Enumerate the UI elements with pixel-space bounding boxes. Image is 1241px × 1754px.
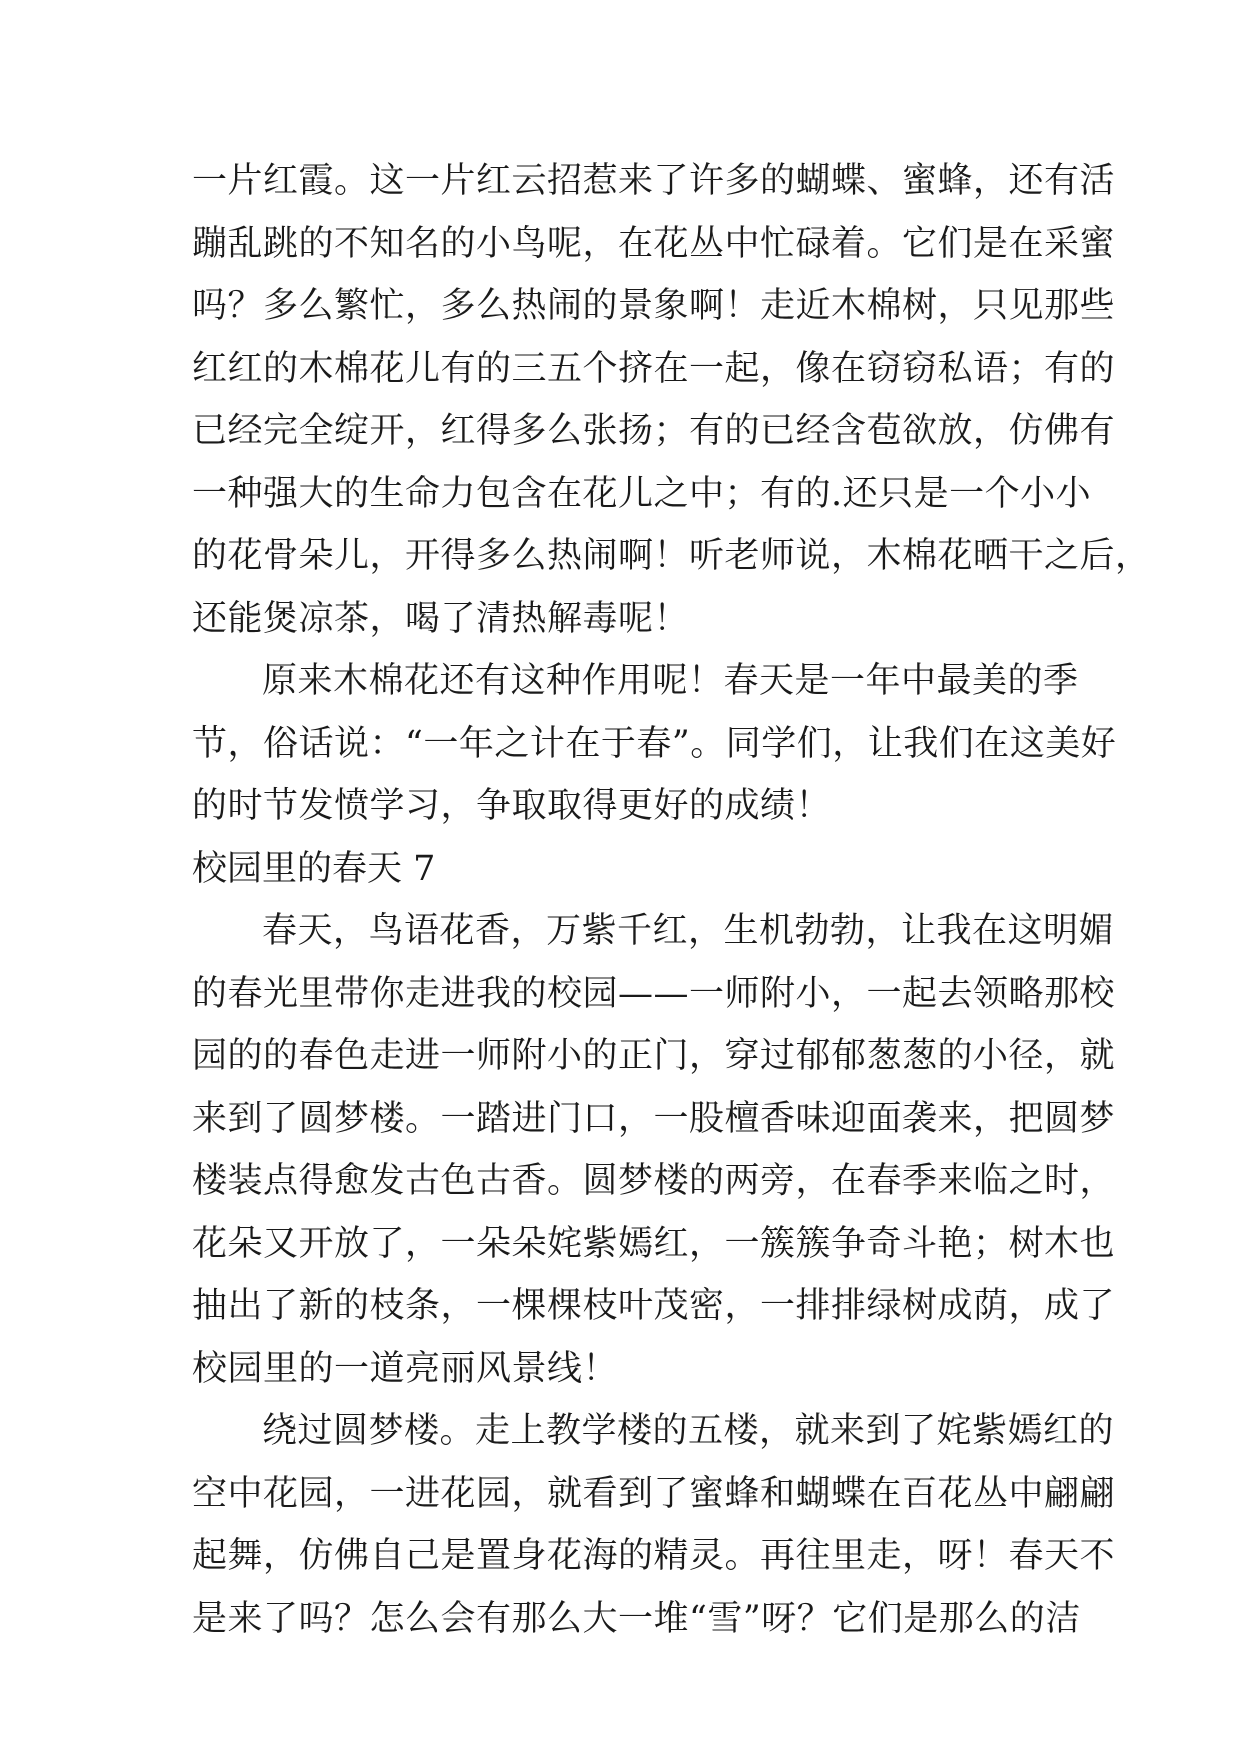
text-line: 起舞，仿佛自己是置身花海的精灵。再往里走，呀！春天不 [192,1536,1116,1576]
text-line: 的春光里带你走进我的校园——一师附小，一起去领略那校 [192,973,1116,1014]
paragraph-3 [192,900,1116,1400]
paragraph-2 [192,650,1117,838]
section-title: 校园里的春天 7 [192,848,436,889]
text-line: 花朵又开放了，一朵朵姹紫嫣红，一簇簇争奇斗艳；树木也 [192,1223,1116,1264]
text-line: 春天，鸟语花香，万紫千红，生机勃勃，让我在这明媚 [262,911,1115,951]
text-line: 吗？多么繁忙，多么热闹的景象啊！走近木棉树，只见那些 [192,286,1116,326]
text-line: 园的的春色走进一师附小的正门，穿过郁郁葱葱的小径，就 [192,1036,1116,1076]
text-line: 楼装点得愈发古色古香。圆梦楼的两旁，在春季来临之时， [192,1161,1116,1201]
text-line: 抽出了新的枝条，一棵棵枝叶茂密，一排排绿树成荫，成了 [192,1286,1116,1326]
text-line: 蹦乱跳的不知名的小鸟呢，在花丛中忙碌着。它们是在采蜜 [192,223,1116,264]
text-line: 绕过圆梦楼。走上教学楼的五楼，就来到了姹紫嫣红的 [262,1411,1115,1451]
text-line: 已经完全绽开，红得多么张扬；有的已经含苞欲放，仿佛有 [192,411,1116,451]
text-line: 的花骨朵儿，开得多么热闹啊！听老师说，木棉花晒干之后， [192,536,1151,576]
text-line: 还能煲凉茶，喝了清热解毒呢！ [192,598,690,639]
paragraph-1 [192,150,1151,650]
text-line: 空中花园，一进花园，就看到了蜜蜂和蝴蝶在百花丛中翩翩 [192,1473,1116,1514]
document-page [192,150,1151,1650]
text-line: 的时节发愤学习，争取取得更好的成绩！ [192,786,832,826]
text-line: 是来了吗？怎么会有那么大一堆“雪”呀？它们是那么的洁 [192,1598,1081,1639]
text-line: 来到了圆梦楼。一踏进门口，一股檀香味迎面袭来，把圆梦 [192,1098,1116,1139]
text-line: 原来木棉花还有这种作用呢！春天是一年中最美的季 [262,661,1079,701]
paragraph-4 [192,1400,1116,1650]
text-line: 红红的木棉花儿有的三五个挤在一起，像在窃窃私语；有的 [192,348,1116,389]
text-line: 一片红霞。这一片红云招惹来了许多的蝴蝶、蜜蜂，还有活 [192,161,1116,201]
text-line: 节，俗话说：“一年之计在于春”。同学们，让我们在这美好 [192,723,1117,764]
text-line: 一种强大的生命力包含在花儿之中；有的.还只是一个小小 [192,473,1092,514]
text-line: 校园里的一道亮丽风景线！ [192,1348,619,1389]
